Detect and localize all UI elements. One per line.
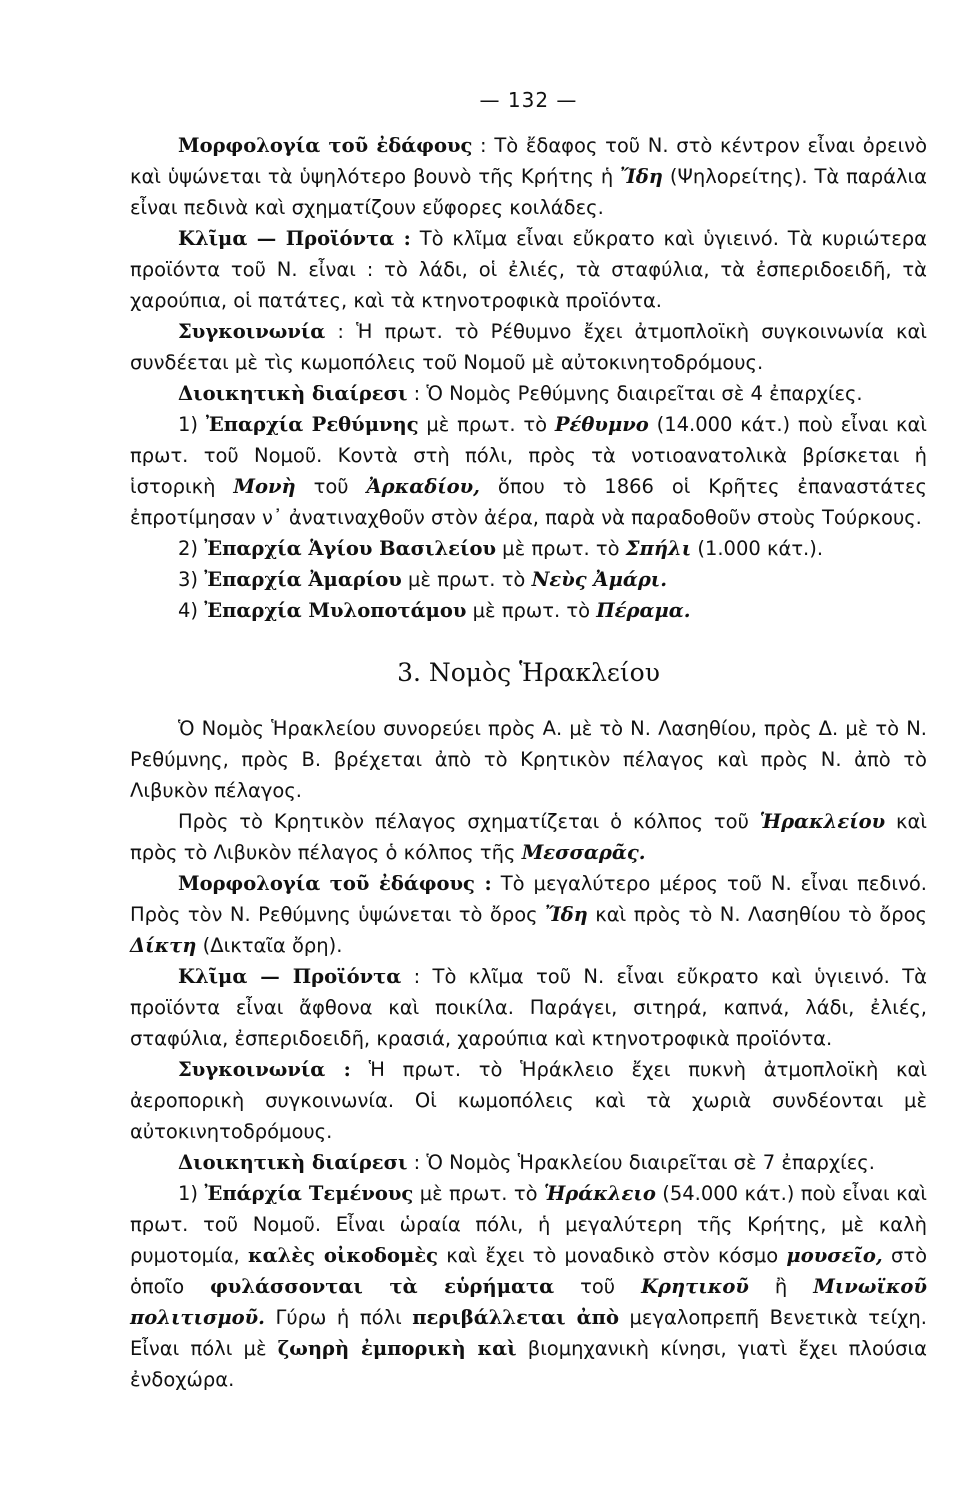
paragraph-communication: Συγκοινωνία : Ἡ πρωτ. τὸ Ρέθυμνο ἔχει ἀτμοπλοϊκὴ συγκοινωνία καὶ συνδέεται μὲ τὶς κωμοπόλεις τοῦ Νομοῦ μὲ αὐτοκινητοδρόμους.	[130, 320, 927, 374]
paragraph-administration: Διοικητικὴ διαίρεσι : Ὁ Νομὸς Ἡρακλείου διαιρεῖται σὲ 7 ἐπαρχίες.	[178, 1151, 875, 1174]
paragraph-gulfs: Πρὸς τὸ Κρητικὸν πέλαγος σχηματίζεται ὁ κόλπος τοῦ Ἡρακλείου καὶ πρὸς τὸ Λιβυκὸν πέλαγος ὁ κόλπος τῆς Μεσσαρᾶς.	[130, 810, 927, 864]
paragraph-intro: Ὁ Νομὸς Ἡρακλείου συνορεύει πρὸς Α. μὲ τὸ Ν. Λασηθίου, πρὸς Δ. μὲ τὸ Ν. Ρεθύμνης, πρὸς Β. βρέχεται ἀπὸ τὸ Κρητικὸν πέλαγος καὶ πρὸς Ν. ἀπὸ τὸ Λιβυκὸν πέλαγος.	[130, 717, 927, 802]
paragraph-climate: Κλῖμα — Προϊόντα : Τὸ κλῖμα εἶναι εὔκρατο καὶ ὑγιεινό. Τὰ κυριώτερα προϊόντα τοῦ Ν. εἶναι : τὸ λάδι, οἱ ἐλιές, τὰ σταφύλια, τὰ ἐσπεριδοειδῆ, τὰ χαρούπια, οἱ πατάτες, καὶ τὰ κτηνοτροφικὰ προϊόντα.	[130, 227, 927, 312]
paragraph-communication: Συγκοινωνία : Ἡ πρωτ. τὸ Ἡράκλειο ἔχει πυκνὴ ἀτμοπλοϊκὴ καὶ ἀεροπορικὴ συγκοινωνία. Οἱ κωμοπόλεις καὶ τὰ χωριὰ συνδέονται μὲ αὐτοκινητοδρόμους.	[130, 1058, 927, 1143]
label-administration: Διοικητικὴ διαίρεσι	[178, 382, 408, 405]
rethymno-section	[130, 130, 927, 626]
label-climate: Κλῖμα — Προϊόντα :	[178, 227, 411, 250]
paragraph-morphology: Μορφολογία τοῦ ἐδάφους : Τὸ μεγαλύτερο μέρος τοῦ Ν. εἶναι πεδινό. Πρὸς τὸν Ν. Ρεθύμνης ὑψώνεται τὸ ὄρος Ἴδη καὶ πρὸς τὸ Ν. Λασηθίου τὸ ὄρος Δίκτη (Δικταῖα ὄρη).	[130, 872, 927, 957]
page-number: — 132 —	[479, 88, 578, 112]
list-item: 1) Ἐπαρχία Ρεθύμνης μὲ πρωτ. τὸ Ρέθυμνο (14.000 κάτ.) ποὺ εἶναι καὶ πρωτ. τοῦ Νομοῦ. Κοντὰ στὴ πόλι, πρὸς τὰ νοτιοανατολικὰ βρίσκεται ἡ ἱστορικὴ Μονὴ τοῦ Ἀρκαδίου, ὅπου τὸ 1866 οἱ Κρῆτες ἐπαναστάτες ἐπροτίμησαν ν᾿ ἀνατιναχθοῦν στὸν ἀέρα, παρὰ νὰ παραδοθοῦν στοὺς Τούρκους.	[130, 413, 928, 529]
paragraph-administration: Διοικητικὴ διαίρεσι : Ὁ Νομὸς Ρεθύμνης διαιρεῖται σὲ 4 ἐπαρχίες.	[178, 382, 863, 405]
label-communication: Συγκοινωνία	[178, 320, 326, 343]
paragraph-morphology: Μορφολογία τοῦ ἐδάφους : Τὸ ἔδαφος τοῦ Ν. στὸ κέντρον εἶναι ὀρεινὸ καὶ ὑψώνεται τὰ ὑψηλότερο βουνὸ τῆς Κρήτης ἡ Ἴδη (Ψηλορείτης). Τὰ παράλια εἶναι πεδινὰ καὶ σχηματίζουν εὔφορες κοιλάδες.	[130, 134, 927, 219]
list-item: 3) Ἐπαρχία Ἀμαρίου μὲ πρωτ. τὸ Νεὺς Ἀμάρι.	[178, 568, 668, 591]
list-item: 2) Ἐπαρχία Ἁγίου Βασιλείου μὲ πρωτ. τὸ Σπήλι (1.000 κάτ.).	[178, 537, 824, 560]
label-morphology: Μορφολογία τοῦ ἐδάφους	[178, 134, 473, 157]
label-morphology: Μορφολογία τοῦ ἐδάφους :	[178, 872, 492, 895]
list-item: 1) Ἐπάρχία Τεμένους μὲ πρωτ. τὸ Ἡράκλειο (54.000 κάτ.) ποὺ εἶναι καὶ πρωτ. τοῦ Νομοῦ. Εἶναι ὡραία πόλι, ἡ μεγαλύτερη τῆς Κρήτης, μὲ καλὴ ρυμοτομία, καλὲς οἰκοδομὲς καὶ ἔχει τὸ μοναδικὸ στὸν κόσμο μουσεῖο, στὸ ὁποῖο φυλάσσονται τὰ εὑρήματα τοῦ Κρητικοῦ ἢ Μινωϊκοῦ πολιτισμοῦ. Γύρω ἡ πόλι περιβάλλεται ἀπὸ μεγαλοπρεπῆ Βενετικὰ τείχη. Εἶναι πόλι μὲ ζωηρὴ ἐμπορικὴ καὶ βιομηχανικὴ κίνησι, γιατὶ ἔχει πλούσια ἐνδοχώρα.	[130, 1182, 928, 1391]
heraklion-section	[130, 713, 927, 1395]
label-communication: Συγκοινωνία :	[178, 1058, 351, 1081]
paragraph-climate: Κλῖμα — Προϊόντα : Τὸ κλῖμα τοῦ Ν. εἶναι εὔκρατο καὶ ὑγιεινό. Τὰ προϊόντα εἶναι ἄφθονα καὶ ποικίλα. Παράγει, σιτηρά, καπνά, λάδι, ἐλιές, σταφύλια, ἐσπεριδοειδῆ, κρασιά, χαρούπια καὶ κτηνοτροφικὰ προϊόντα.	[130, 965, 927, 1050]
label-climate: Κλῖμα — Προϊόντα	[178, 965, 402, 988]
list-item: 4) Ἐπαρχία Μυλοποτάμου μὲ πρωτ. τὸ Πέραμα.	[178, 599, 691, 622]
section-heading: 3. Νομὸς Ἡρακλείου	[397, 658, 660, 687]
label-administration: Διοικητικὴ διαίρεσι	[178, 1151, 408, 1174]
